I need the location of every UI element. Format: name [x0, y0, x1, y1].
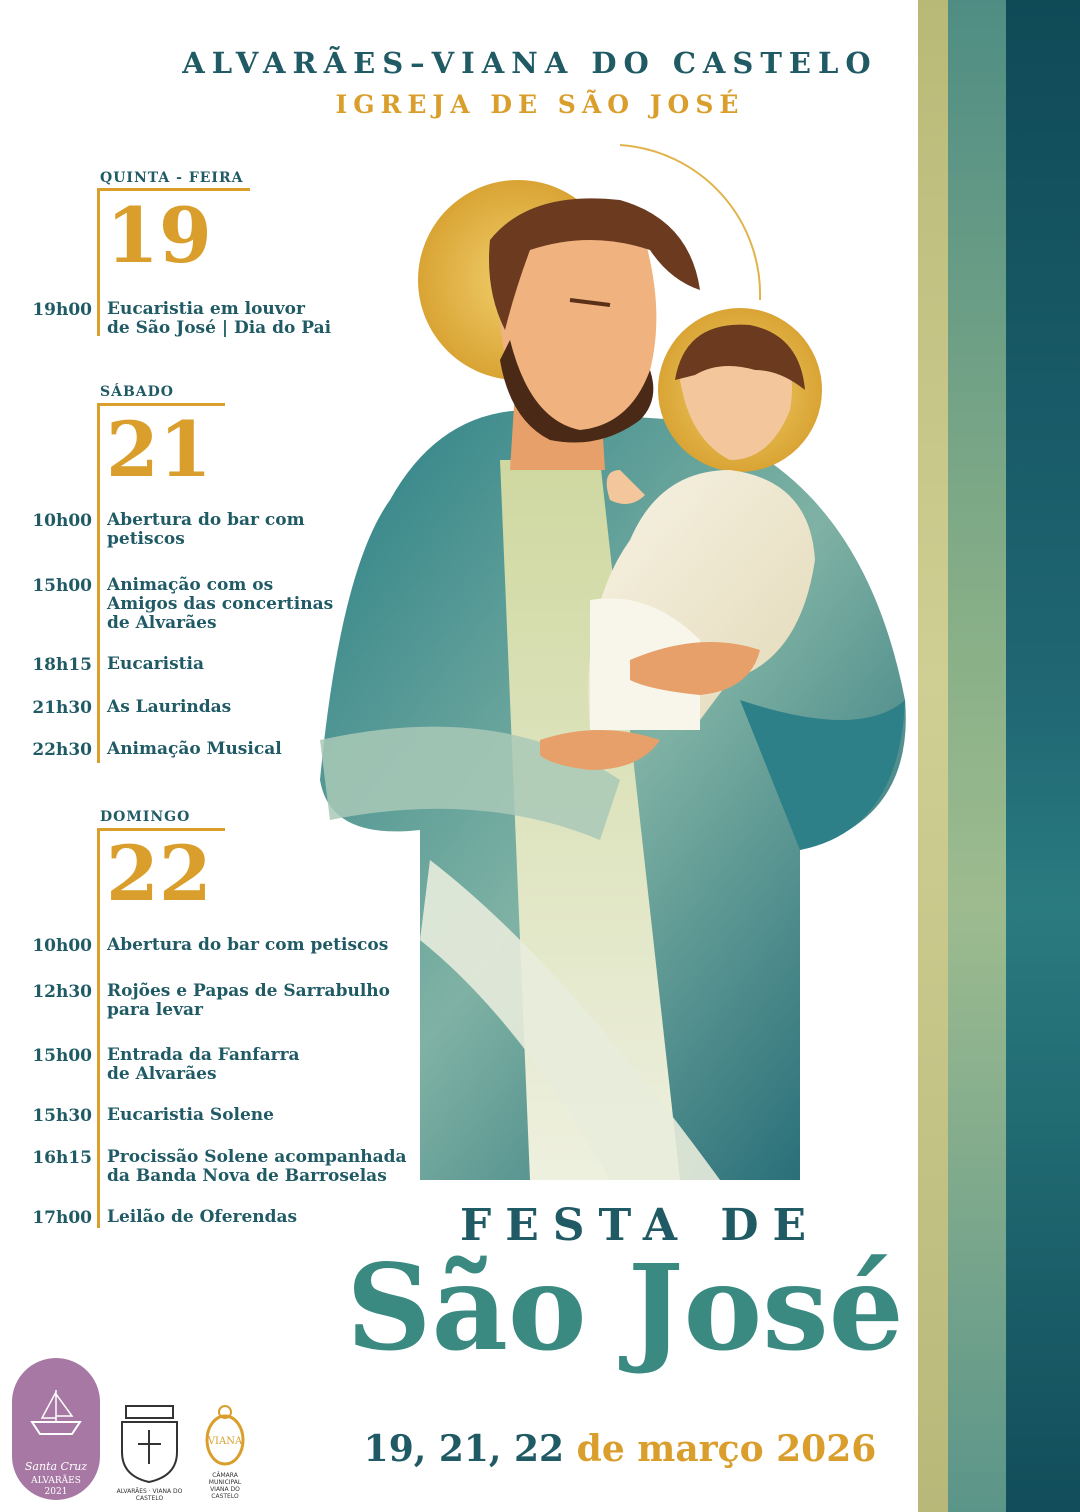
event-time: 10h00	[32, 936, 92, 956]
day-label-saturday: SÁBADO	[100, 384, 175, 400]
event-time: 15h00	[32, 576, 92, 596]
stripe-green	[948, 0, 1006, 1512]
event-time: 15h00	[32, 1046, 92, 1066]
event-time: 12h30	[32, 982, 92, 1002]
event-time: 17h00	[32, 1208, 92, 1228]
saint-joseph-illustration	[300, 140, 920, 1185]
viana-emblem-icon	[202, 1404, 248, 1468]
santa-cruz-logo: Santa Cruz ALVARÃES 2021	[12, 1358, 100, 1500]
event-time: 16h15	[32, 1148, 92, 1168]
decorative-stripes	[918, 0, 1080, 1512]
event-time: 18h15	[32, 655, 92, 675]
event-desc: Procissão Solene acompanhada da Banda Nova de Barroselas	[107, 1147, 407, 1186]
event-time: 22h30	[32, 740, 92, 760]
dates-month-year: de março 2026	[576, 1428, 877, 1470]
event-time: 15h30	[32, 1106, 92, 1126]
day-line-22	[97, 916, 100, 1228]
location-heading: ALVARÃES–VIANA DO CASTELO	[182, 46, 878, 80]
day-line-19	[97, 278, 100, 336]
camara-municipal-logo: VIANA CÂMARA MUNICIPAL VIANA DO CASTELO	[196, 1404, 254, 1508]
event-desc: Animação Musical	[107, 739, 282, 759]
day-number-22: 22	[106, 829, 212, 918]
day-label-sunday: DOMINGO	[100, 809, 191, 825]
freguesia-crest: ALVARÃES · VIANA DO CASTELO	[112, 1404, 187, 1504]
stripe-teal	[1006, 0, 1080, 1512]
svg-text:VIANA: VIANA	[207, 1436, 243, 1447]
event-desc: As Laurindas	[107, 697, 232, 717]
crest-icon	[112, 1404, 187, 1484]
dates-days: 19, 21, 22	[363, 1428, 565, 1470]
event-desc: Abertura do bar com petiscos	[107, 510, 305, 549]
day-label-thursday: QUINTA - FEIRA	[100, 170, 244, 186]
event-title-line1: FESTA DE	[459, 1200, 821, 1251]
event-time: 21h30	[32, 698, 92, 718]
event-desc: Leilão de Oferendas	[107, 1207, 298, 1227]
event-desc: Eucaristia Solene	[107, 1105, 274, 1125]
day-line-21	[97, 493, 100, 763]
event-desc: Entrada da Fanfarra de Alvarães	[107, 1045, 300, 1084]
ship-icon	[12, 1372, 100, 1452]
event-desc: Eucaristia	[107, 654, 204, 674]
event-desc: Animação com os Amigos das concertinas de Alvarães	[107, 575, 334, 633]
event-desc: Eucaristia em louvor de São José | Dia do Pai	[107, 299, 332, 338]
event-title-main: São José	[346, 1238, 904, 1377]
stripe-olive	[918, 0, 948, 1512]
event-time: 19h00	[32, 300, 92, 320]
day-number-21: 21	[106, 405, 212, 494]
church-heading: IGREJA DE SÃO JOSÉ	[335, 90, 745, 119]
event-desc: Abertura do bar com petiscos	[107, 935, 389, 955]
event-desc: Rojões e Papas de Sarrabulho para levar	[107, 981, 390, 1020]
event-dates	[340, 1428, 900, 1470]
event-time: 10h00	[32, 511, 92, 531]
day-number-19: 19	[106, 191, 212, 280]
